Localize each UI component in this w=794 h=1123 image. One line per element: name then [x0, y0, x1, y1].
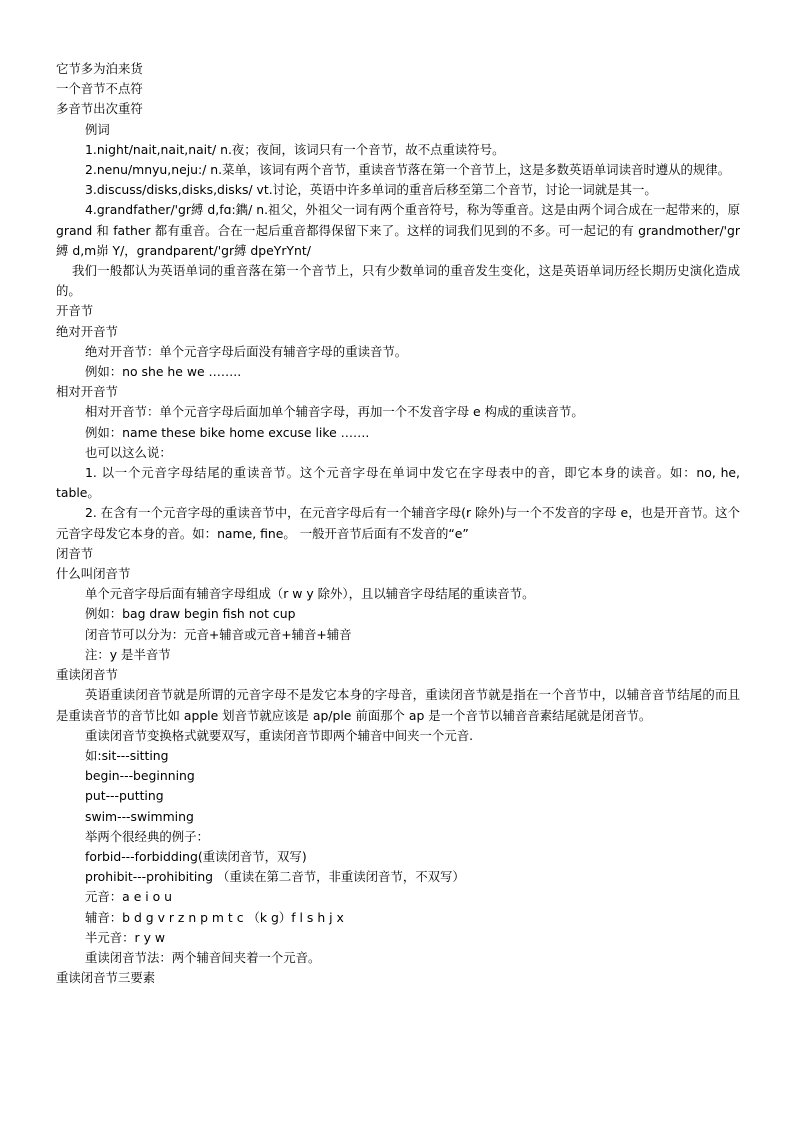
text-line: 辅音：b d g v r z n p m t c （k g）f l s h j x — [85, 909, 344, 925]
heading-line: 它节多为泊来货 — [56, 61, 143, 76]
heading-line: 多音节出次重符 — [56, 101, 143, 117]
text-line: 元音：a e i o u — [85, 889, 173, 905]
text-line: 例词 — [85, 121, 110, 137]
heading-line: 一个音节不点符 — [56, 81, 143, 97]
text-line: 1.night/nait,nait,nait/ n.夜；夜间，该词只有一个音节，故不点重读符号。 — [85, 141, 505, 157]
text-line: swim---swimming — [85, 808, 194, 824]
text-line: prohibit---prohibiting （重读在第二音节，非重读闭音节，不双写） — [85, 869, 465, 885]
text-line: 重读闭音节变换格式就要双写，重读闭音节即两个辅音中间夹一个元音. — [85, 727, 474, 743]
text-line: 闭音节可以分为：元音+辅音或元音+辅音+辅音 — [85, 626, 352, 642]
text-line: 单个元音字母后面有辅音字母组成（r w y 除外），且以辅音字母结尾的重读音节。 — [85, 586, 535, 602]
text-paragraph: 英语重读闭音节就是所谓的元音字母不是发它本身的字母音，重读闭音节就是指在一个音节中，以辅音音节结尾的而且是重读音节的音节比如 apple 划音节就应该是 ap/ple 前面那个 ap 是一个音节以辅音音素结尾就是闭音节。 — [56, 687, 740, 723]
text-line: 如:sit---sitting — [85, 747, 169, 763]
text-paragraph: 1. 以一个元音字母结尾的重读音节。这个元音字母在单词中发它在字母表中的音，即它本身的读音。如：no, he, table。 — [56, 465, 740, 501]
text-line: 绝对开音节：单个元音字母后面没有辅音字母的重读音节。 — [85, 343, 408, 359]
text-line: forbid---forbidding(重读闭音节，双写) — [85, 848, 307, 864]
text-paragraph: 2. 在含有一个元音字母的重读音节中，在元音字母后有一个辅音字母(r 除外)与一个不发音的字母 e，也是开音节。这个元音字母发它本身的音。如：name, fine。 一般开音节后面有不发音的“e” — [56, 505, 740, 541]
text-paragraph: 4.grandfather/'gr縛 d,fɑ:鐫/ n.祖父，外祖父一词有两个重音符号，称为等重音。这是由两个词合成在一起带来的，原 grand 和 father 都有重音。合在一起后重音都得保留下来了。这样的词我们见到的不多。可一起记的有 grandmother/'gr縛 d,m峁 Y/，grandparent/'gr縛 dpeYrYnt/ — [56, 202, 740, 258]
text-line: 例如：bag draw begin fish not cup — [85, 606, 296, 622]
text-line: put---putting — [85, 788, 164, 804]
text-paragraph: 我们一般都认为英语单词的重音落在第一个音节上，只有少数单词的重音发生变化，这是英语单词历经长期历史演化造成的。 — [56, 263, 740, 299]
heading-line: 相对开音节 — [56, 384, 118, 400]
text-line: 相对开音节：单个元音字母后面加单个辅音字母，再加一个不发音字母 e 构成的重读音节。 — [85, 404, 584, 420]
text-line: begin---beginning — [85, 768, 195, 784]
text-line: 举两个很经典的例子： — [85, 828, 209, 844]
text-line: 例如：no she he we …….. — [85, 364, 242, 380]
heading-line: 什么叫闭音节 — [56, 566, 131, 582]
heading-line: 绝对开音节 — [56, 323, 118, 339]
document-page — [56, 59, 740, 988]
text-paragraph: 2.nenu/mnyu,neju:/ n.菜单，该词有两个音节，重读音节落在第一个音节上，这是多数英语单词读音时遵从的规律。 — [85, 162, 731, 178]
heading-line: 重读闭音节 — [56, 667, 118, 683]
text-line: 也可以这么说： — [85, 444, 172, 460]
heading-line: 开音节 — [56, 303, 94, 319]
text-line: 例如：name these bike home excuse like ……. — [85, 424, 370, 440]
text-line: 重读闭音节法：两个辅音间夹着一个元音。 — [85, 949, 321, 965]
text-line: 注：y 是半音节 — [85, 646, 171, 662]
text-line: 3.discuss/disks,disks,disks/ vt.讨论，英语中许多单词的重音后移至第二个音节，讨论一词就是其一。 — [85, 182, 657, 198]
heading-line: 闭音节 — [56, 545, 94, 561]
text-line: 半元音：r y w — [85, 929, 166, 945]
heading-line: 重读闭音节三要素 — [56, 970, 156, 986]
